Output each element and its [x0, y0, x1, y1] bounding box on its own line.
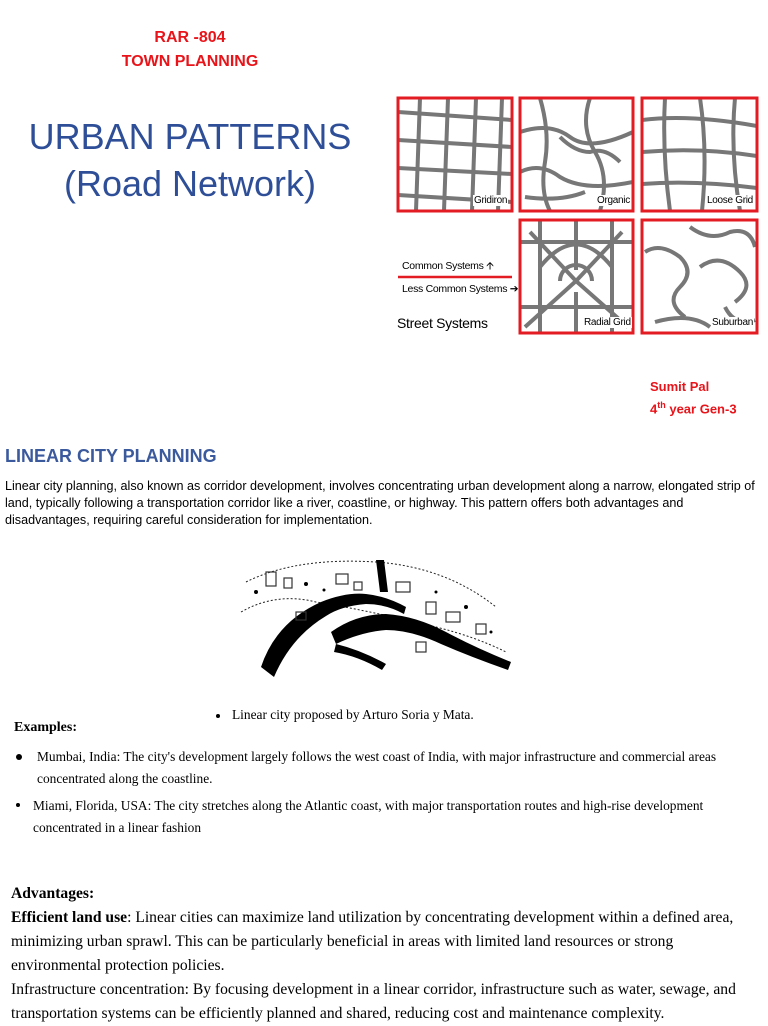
panel-label-suburban: Suburban — [712, 317, 753, 328]
course-name: TOWN PLANNING — [121, 53, 259, 70]
advantage-infrastructure: Infrastructure concentration: By focusing development in a linear corridor, infrastructure such as water, sewage, and transportation systems can be efficiently planned and shared, reducing cost and maintenance complexity. — [11, 981, 736, 1022]
advantage-efficient-land-use: Efficient land use: Linear cities can maximize land utilization by concentrating development within a defined area, minimizing urban sprawl. This can be particularly beneficial in areas with limited land resources or strong environmental protection policies. — [11, 909, 734, 974]
panel-label-radial-grid: Radial Grid — [584, 317, 631, 328]
panel-label-loose-grid: Loose Grid — [707, 195, 753, 206]
section-heading: LINEAR CITY PLANNING — [5, 446, 217, 466]
street-systems-caption: Street Systems — [397, 315, 488, 331]
figure-caption: Linear city proposed by Arturo Soria y Mata. — [216, 704, 474, 726]
bullet-icon — [216, 714, 220, 718]
linear-city-map — [236, 552, 512, 686]
bullet-icon — [16, 754, 22, 760]
arrow-right-icon: ➔ — [509, 283, 519, 295]
bullet-icon — [16, 803, 20, 807]
less-common-systems-label: Less Common Systems ➔ — [402, 283, 519, 295]
list-item: Miami, Florida, USA: The city stretches along the Atlantic coast, with major transportation routes and high-rise development concentrated in a linear fashion — [16, 795, 736, 839]
examples-heading: Examples: — [14, 720, 77, 735]
author-year: 4th year Gen-3 — [650, 400, 737, 417]
arrow-up-icon: 🡩 — [486, 260, 494, 272]
page-title: URBAN PATTERNS — [28, 116, 352, 157]
page-subtitle: (Road Network) — [63, 163, 317, 204]
common-systems-label: Common Systems 🡩 — [402, 260, 494, 272]
course-code: RAR -804 — [154, 29, 226, 46]
panel-label-organic: Organic — [597, 195, 630, 206]
section-intro: Linear city planning, also known as corridor development, involves concentrating urban development along a narrow, elongated strip of land, typically following a transportation corridor like a river, coastline, or highway. This pattern offers both advantages and disadvantages, requiring careful consideration for implementation. — [5, 479, 755, 527]
advantages-heading: Advantages: — [11, 885, 95, 902]
author-name: Sumit Pal — [650, 379, 710, 394]
street-systems-figure — [390, 92, 768, 342]
list-item: Mumbai, India: The city's development largely follows the west coast of India, with major infrastructure and commercial areas concentrated along the coastline. — [16, 746, 766, 790]
panel-label-gridiron: Gridiron — [474, 195, 508, 206]
